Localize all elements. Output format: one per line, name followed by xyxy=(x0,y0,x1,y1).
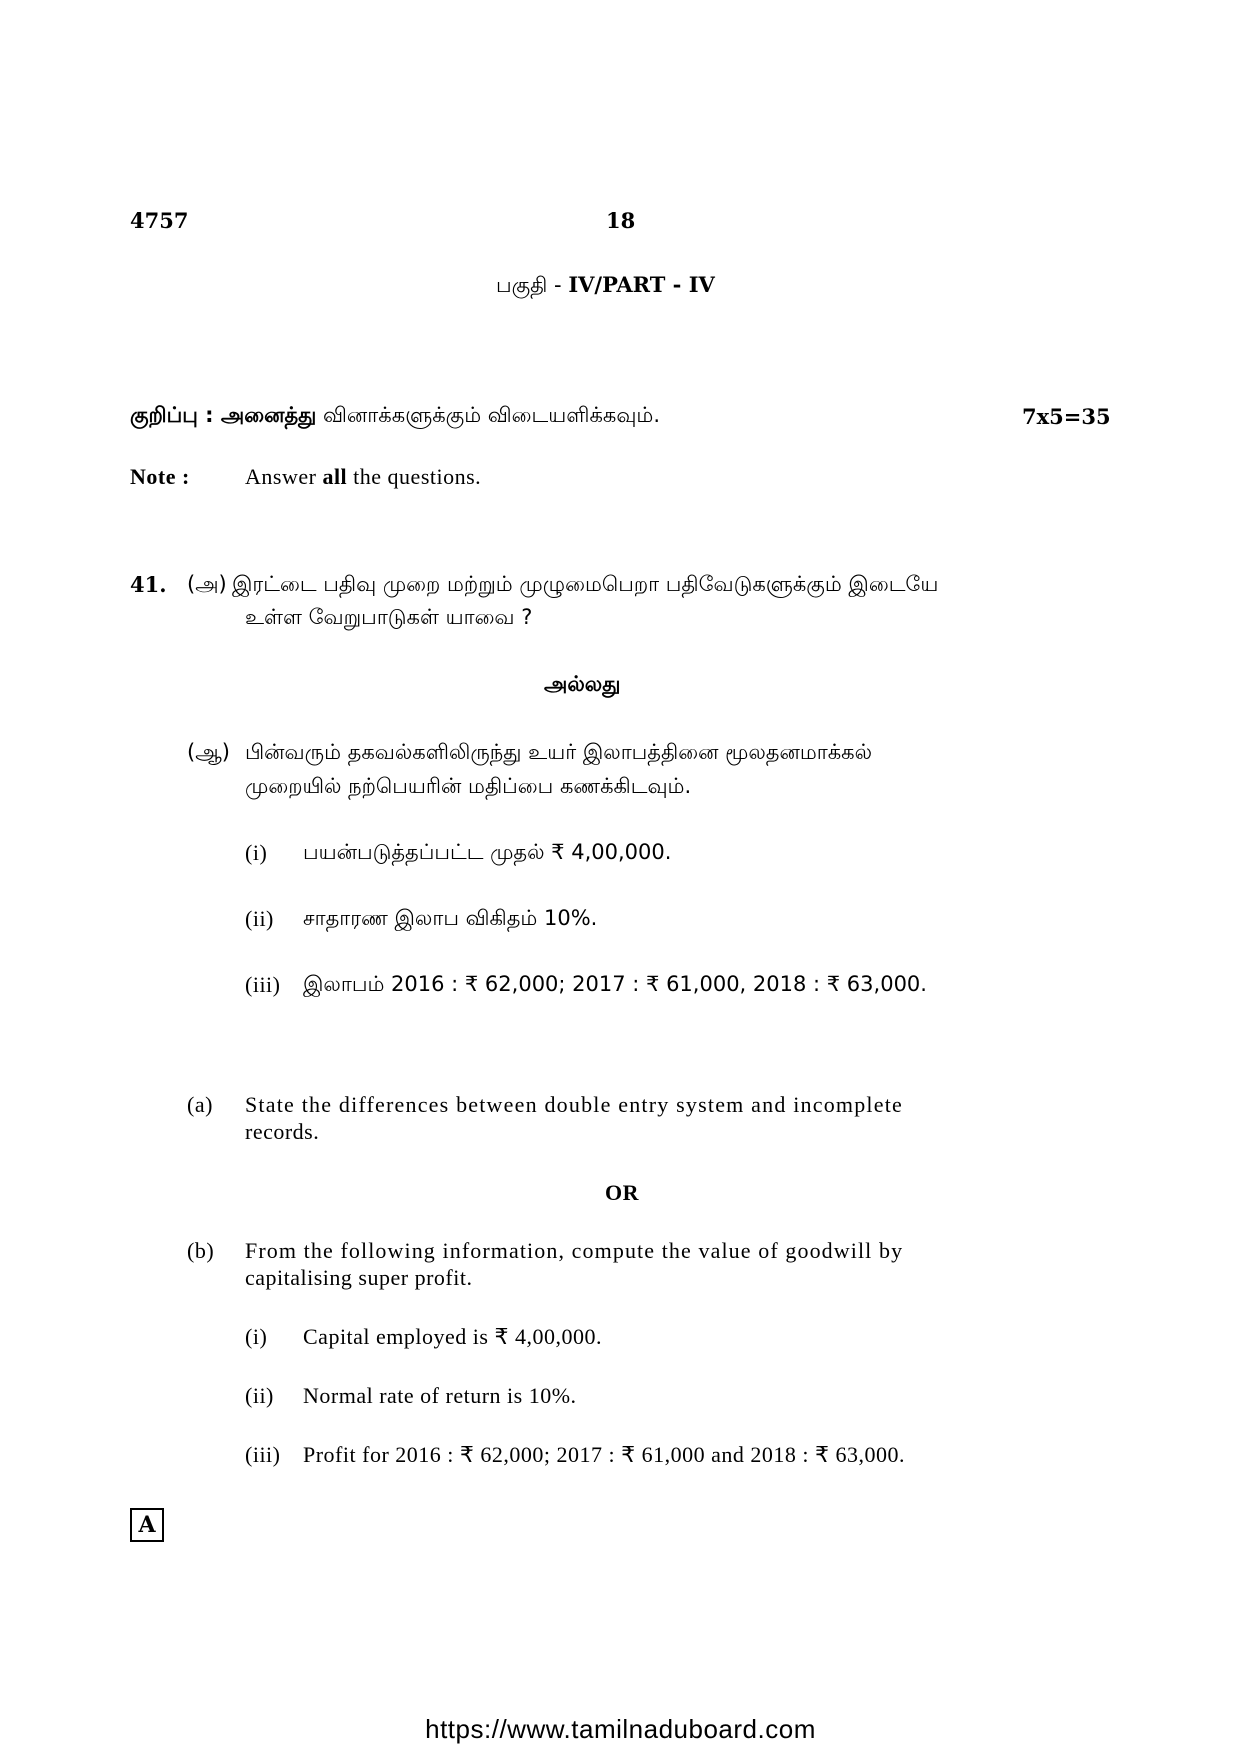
part-heading-tamil: பகுதி - xyxy=(496,273,569,297)
english-a-label: (a) xyxy=(187,1092,213,1117)
note-tamil xyxy=(130,403,660,430)
tamil-item-label: (i) xyxy=(245,840,268,865)
tamil-a-line1: இரட்டை பதிவு முறை மற்றும் முழுமைபெறா பதிவேடுகளுக்கும் இடையே xyxy=(232,572,939,596)
tamil-item-label: (ii) xyxy=(245,906,274,931)
page-number: 18 xyxy=(606,208,636,233)
tamil-b-line2: முறையில் நற்பெயரின் மதிப்பை கணக்கிடவும். xyxy=(245,774,692,798)
tamil-or: அல்லது xyxy=(544,672,621,696)
question-number: 41. xyxy=(130,572,167,597)
tamil-item-text: இலாபம் 2016 : ₹ 62,000; 2017 : ₹ 61,000, 2018 : ₹ 63,000. xyxy=(303,972,927,996)
english-item-text: Normal rate of return is 10%. xyxy=(303,1383,577,1408)
marks-allocation: 7x5=35 xyxy=(1022,404,1111,429)
tamil-a-line2: உள்ள வேறுபாடுகள் யாவை ? xyxy=(245,605,533,629)
note-english-emphasis: all xyxy=(322,464,348,489)
version-box: A xyxy=(130,1508,164,1542)
tamil-item-text: பயன்படுத்தப்பட்ட முதல் ₹ 4,00,000. xyxy=(303,840,672,864)
english-item-label: (i) xyxy=(245,1324,268,1349)
english-item-text: Capital employed is ₹ 4,00,000. xyxy=(303,1324,602,1349)
paper-code: 4757 xyxy=(130,208,189,233)
english-a-line2: records. xyxy=(245,1119,320,1144)
note-english-text: Answer all the questions. xyxy=(245,464,482,489)
english-b-line1: From the following information, compute the value of goodwill by xyxy=(245,1238,904,1263)
footer-url[interactable]: https://www.tamilnaduboard.com xyxy=(425,1714,816,1744)
note-english-label: Note : xyxy=(130,464,190,489)
tamil-item-label: (iii) xyxy=(245,972,281,997)
english-item-label: (ii) xyxy=(245,1383,274,1408)
english-or: OR xyxy=(605,1180,639,1205)
part-heading-english: IV/PART - IV xyxy=(568,272,715,297)
tamil-a-label: (அ) xyxy=(187,572,227,596)
tamil-b-line1: பின்வரும் தகவல்களிலிருந்து உயர் இலாபத்தினை மூலதனமாக்கல் xyxy=(245,740,873,764)
part-heading xyxy=(496,272,715,300)
note-tamil-emphasis: அனைத்து xyxy=(220,403,317,427)
note-tamil-text: வினாக்களுக்கும் விடையளிக்கவும். xyxy=(316,403,660,427)
english-a-line1: State the differences between double entry system and incomplete xyxy=(245,1092,903,1117)
english-item-label: (iii) xyxy=(245,1442,281,1467)
english-b-label: (b) xyxy=(187,1238,215,1263)
english-b-line2: capitalising super profit. xyxy=(245,1265,473,1290)
tamil-b-label: (ஆ) xyxy=(187,740,230,764)
tamil-item-text: சாதாரண இலாப விகிதம் 10%. xyxy=(303,906,598,930)
note-tamil-label: குறிப்பு : xyxy=(130,403,221,427)
english-item-text: Profit for 2016 : ₹ 62,000; 2017 : ₹ 61,000 and 2018 : ₹ 63,000. xyxy=(303,1442,905,1467)
